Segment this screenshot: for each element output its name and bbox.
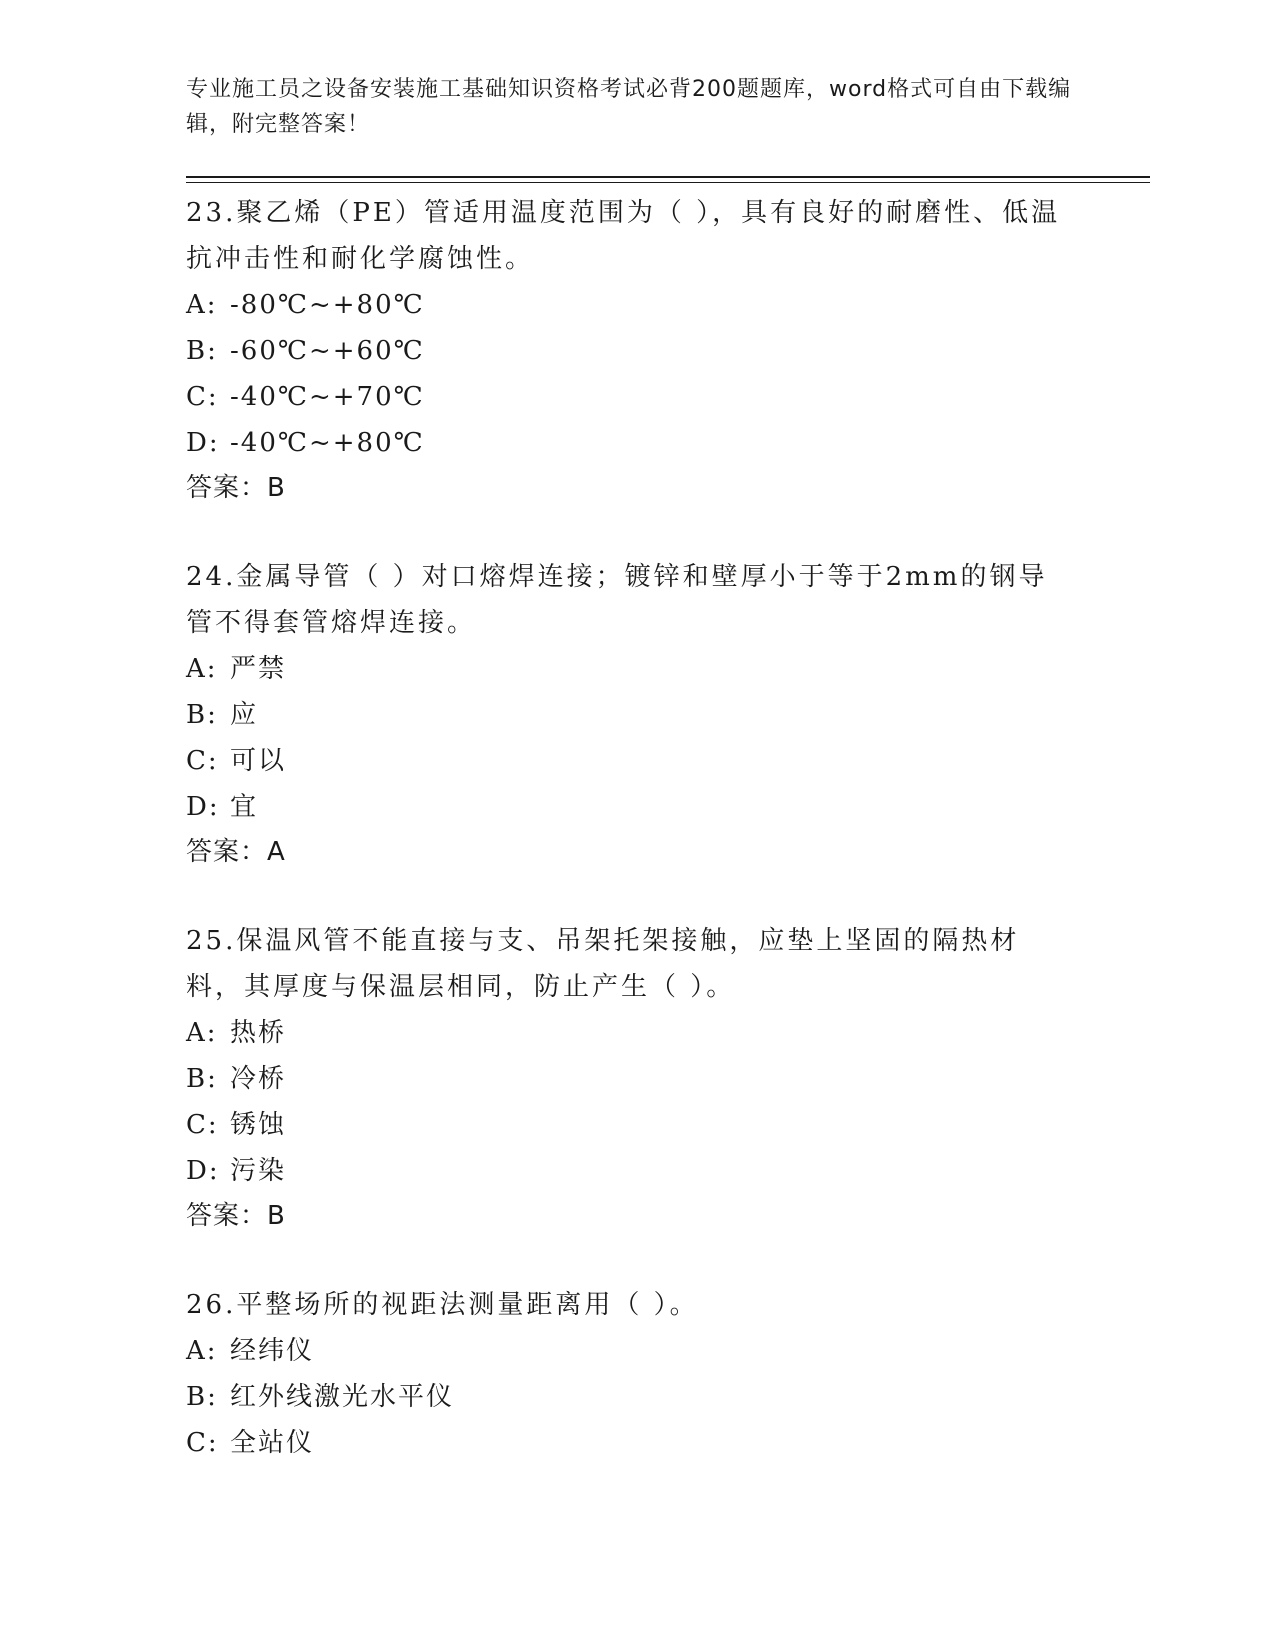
option-letter: A: — [186, 654, 218, 684]
option-letter: C: — [186, 1110, 219, 1140]
option-letter: C: — [186, 382, 219, 412]
header-divider — [186, 176, 1150, 178]
option-d — [186, 784, 1076, 830]
option-text: -40℃~+80℃ — [230, 428, 425, 458]
option-letter: D: — [186, 428, 220, 458]
question-stem: 26.平整场所的视距法测量距离用（ ）。 — [186, 1290, 699, 1320]
option-text: 冷桥 — [230, 1064, 287, 1094]
spacer — [186, 1238, 1076, 1282]
option-letter: C: — [186, 746, 219, 776]
option-c — [186, 1420, 1076, 1466]
option-a — [186, 1328, 1076, 1374]
option-b — [186, 1374, 1076, 1420]
option-text: 经纬仪 — [230, 1336, 315, 1366]
option-letter: B: — [186, 700, 218, 730]
answer: 答案：B — [186, 1201, 286, 1231]
question-stem: 24.金属导管（ ）对口熔焊连接；镀锌和壁厚小于等于2mm的钢导管不得套管熔焊连接。 — [186, 562, 1048, 638]
spacer — [186, 510, 1076, 554]
option-text: 宜 — [230, 792, 259, 822]
option-text: -40℃~+70℃ — [230, 382, 425, 412]
option-letter: B: — [186, 1382, 218, 1412]
option-b — [186, 692, 1076, 738]
question-25 — [186, 918, 1076, 1238]
question-24 — [186, 554, 1076, 874]
option-letter: A: — [186, 1336, 218, 1366]
answer: 答案：A — [186, 837, 286, 867]
option-text: 全站仪 — [230, 1428, 315, 1458]
spacer — [186, 874, 1076, 918]
option-d — [186, 1148, 1076, 1194]
document-header — [186, 72, 1086, 142]
question-stem: 23.聚乙烯（PE）管适用温度范围为（ ），具有良好的耐磨性、低温抗冲击性和耐化学腐蚀性。 — [186, 198, 1061, 274]
question-26 — [186, 1282, 1076, 1466]
header-title: 专业施工员之设备安装施工基础知识资格考试必背200题题库，word格式可自由下载编辑，附完整答案！ — [186, 77, 1072, 137]
option-text: -80℃~+80℃ — [230, 290, 425, 320]
option-letter: A: — [186, 290, 218, 320]
option-text: -60℃~+60℃ — [230, 336, 425, 366]
option-c — [186, 374, 1076, 420]
option-letter: B: — [186, 1064, 218, 1094]
question-stem: 25.保温风管不能直接与支、吊架托架接触，应垫上坚固的隔热材料，其厚度与保温层相同，防止产生（ ）。 — [186, 926, 1020, 1002]
option-letter: B: — [186, 336, 218, 366]
option-text: 污染 — [230, 1156, 287, 1186]
option-text: 严禁 — [230, 654, 287, 684]
option-b — [186, 1056, 1076, 1102]
question-list — [186, 190, 1076, 1466]
option-text: 红外线激光水平仪 — [230, 1382, 455, 1412]
option-letter: A: — [186, 1018, 218, 1048]
option-letter: D: — [186, 1156, 220, 1186]
option-d — [186, 420, 1076, 466]
option-a — [186, 1010, 1076, 1056]
option-text: 可以 — [230, 746, 287, 776]
option-b — [186, 328, 1076, 374]
answer: 答案：B — [186, 473, 286, 503]
option-c — [186, 1102, 1076, 1148]
option-a — [186, 646, 1076, 692]
option-text: 应 — [230, 700, 259, 730]
option-letter: D: — [186, 792, 220, 822]
option-c — [186, 738, 1076, 784]
option-text: 锈蚀 — [230, 1110, 287, 1140]
option-text: 热桥 — [230, 1018, 287, 1048]
question-23 — [186, 190, 1076, 510]
header-divider-thin — [186, 182, 1150, 183]
option-letter: C: — [186, 1428, 219, 1458]
option-a — [186, 282, 1076, 328]
